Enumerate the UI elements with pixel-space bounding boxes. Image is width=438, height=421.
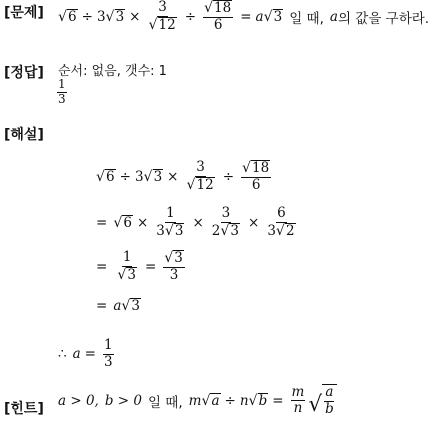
div-op: ÷: [81, 8, 93, 25]
sqrt-6: √ 6: [58, 8, 77, 25]
hint-statement: a > 0, b > 0 일 때, m √ a ÷ n √ b = $\frac{m}{n}$ √ $\frac{a}{b}$: [58, 384, 337, 417]
solution-line-1: √ 6 ÷ 3 √ 3 × 3 √ 12 ÷ √ 18 6: [96, 159, 270, 193]
fraction-sqrt18-over-6: √ 18 6: [204, 0, 232, 33]
problem-suffix-1: 일 때,: [289, 10, 324, 27]
solution-line-2: = √ 6 × 1 3 √ 3 × 3 2 √ 3 × 6 3 √ 2: [96, 205, 295, 239]
var-a: a: [255, 8, 264, 25]
answer-label: [정답]: [4, 65, 44, 81]
problem-statement: [58, 0, 429, 33]
problem-suffix-2: 의 값을 구하라.: [337, 10, 430, 27]
solution-line-3: = 1 √ 3 = √ 3 3: [96, 249, 183, 283]
fraction-3-over-sqrt12: 3 √ 12: [148, 0, 176, 33]
solution-conclusion: ∴ a = $\frac{1}{3}$: [58, 337, 113, 370]
problem-label: [문제]: [4, 5, 44, 21]
sqrt-3-b: √ 3: [263, 8, 283, 25]
solution-line-4: = a √ 3: [96, 298, 140, 315]
coef-3: 3: [96, 8, 106, 25]
answer-meta: 순서: 없음, 갯수: 1: [58, 64, 167, 79]
answer-value: [54, 78, 70, 107]
div-op-2: ÷: [184, 8, 196, 25]
answer-fraction: $\frac{1}{3}$: [58, 77, 66, 106]
hint-label: [힌트]: [4, 401, 44, 417]
equals: =: [240, 8, 252, 25]
solution-label: [해설]: [4, 127, 44, 143]
var-a-2: a: [329, 8, 338, 25]
sqrt-3: √ 3: [105, 8, 125, 25]
times-op: ×: [129, 8, 141, 25]
